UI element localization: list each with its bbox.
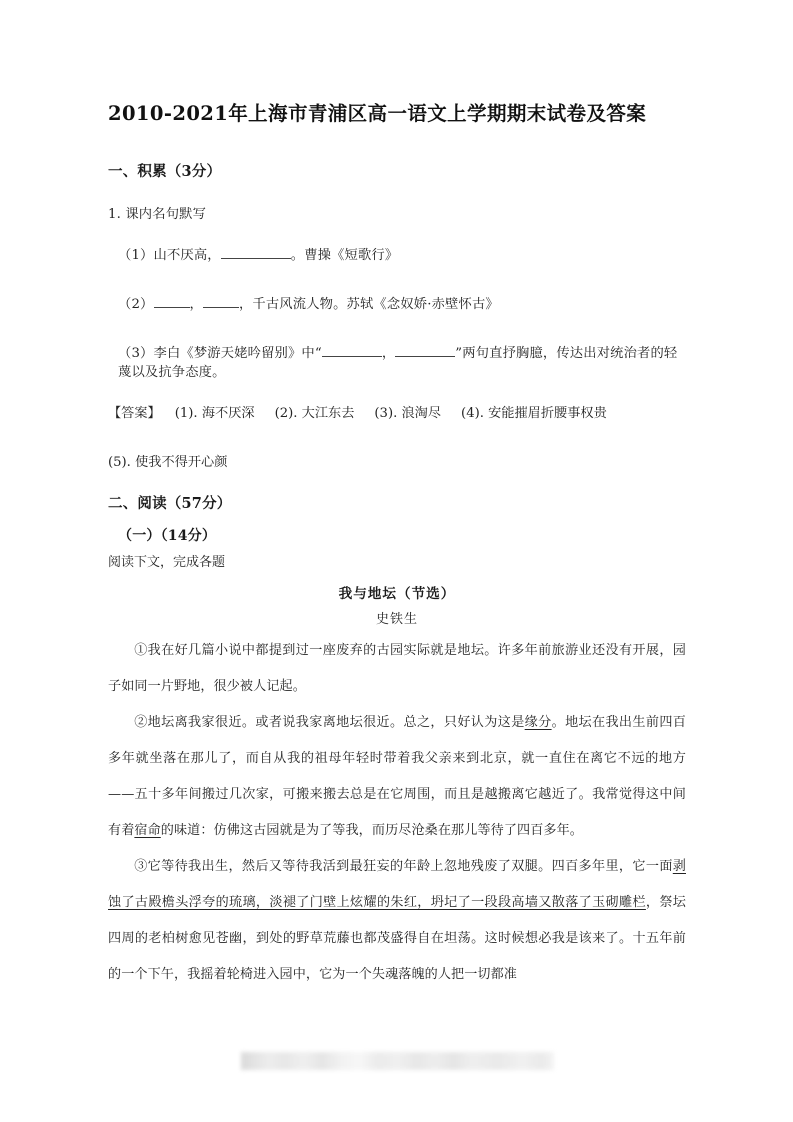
underlined-text: 缘分 [524,715,552,730]
underlined-text: 宿命 [134,823,161,838]
fill-blank[interactable] [154,294,190,308]
spacer [108,380,686,402]
spacer [108,513,686,525]
item-text-after: 。曹操《短歌行》 [290,248,399,263]
item-label: （3） [118,346,154,361]
fill-blank[interactable] [203,294,239,308]
question-1-item-2 [108,293,686,312]
answer-item: (2). 大江东去 [274,406,355,421]
paragraph-marker: ③ [134,859,148,874]
item-text-after: ，千古风流人物。苏轼《念奴娇·赤壁怀古》 [238,297,499,312]
spacer [108,421,686,451]
section-two-heading: 二、阅读（57分） [108,495,232,512]
item-text-middle: ， [381,346,396,361]
item-label: （1） [118,248,154,263]
answer-item: (5). 使我不得开心颜 [108,455,228,470]
question-1-item-1 [108,244,686,263]
spacer [108,570,686,582]
article-paragraph [108,633,686,705]
answer-row-primary [108,402,686,421]
paragraph-text: ，祭坛四周的老柏树愈见苍幽，到处的野草荒藤也都茂盛得自在坦荡。这时候想必我是该来了。十五年前的一个下午，我摇着轮椅进入园中，它为一个失魂落魄的人把一切都准 [108,895,686,982]
section-one-heading: 一、积累（3分） [108,163,222,180]
section-two-subheading: （一）（14分） [118,528,217,544]
blurred-watermark [241,1052,554,1070]
answer-item: (3). 浪淘尽 [374,406,442,421]
item-text-before: 山不厌高， [153,248,221,263]
article-title: 我与地坛（节选） [338,586,456,602]
paragraph-marker: ② [134,715,148,730]
paragraph-text: 地坛离我家很近。或者说我家离地坛很近。总之，只好认为这是 [147,715,525,730]
reading-instruction: 阅读下文，完成各题 [108,555,226,570]
question-1-item-3 [108,342,686,380]
spacer [108,470,686,492]
item-text-middle: ， [189,297,203,312]
fill-blank[interactable] [221,245,291,259]
spacer [108,263,686,293]
question-1-label: 1. 课内名句默写 [108,207,207,222]
spacer [108,312,686,342]
paragraph-text: 它等待我出生，然后又等待我活到最狂妄的年龄上忽地残废了双腿。四百多年里，它一面 [147,859,673,874]
fill-blank[interactable] [322,343,382,357]
answer-label: 【答案】 [108,406,161,421]
underlined-text: 剥蚀了古殿檐头浮夸的琉璃，淡褪了门壁上炫耀的朱红，坍圮了一段段高墙又散落了玉砌雕栏 [108,859,686,910]
fill-blank[interactable] [395,343,455,357]
spacer [108,181,686,203]
spacer [108,222,686,244]
item-text-before: 李白《梦游天姥吟留别》中“ [153,346,322,361]
answer-row-secondary [108,451,686,470]
paragraph-text: 的味道：仿佛这古园就是为了等我，而历尽沧桑在那儿等待了四百多年。 [160,823,583,838]
document-content [108,0,686,993]
answer-item: (1). 海不厌深 [174,406,255,421]
article-paragraph [108,849,686,993]
item-label: （2） [118,297,154,312]
paragraph-text: 。地坛在我出生前四百多年就坐落在那儿了，而自从我的祖母年轻时带着我父亲来到北京，就一直住在离它不远的地方——五十多年间搬过几次家，可搬来搬去总是在它周围，而且是越搬离它越近了。我常觉得这中间有着 [108,715,686,838]
article-author: 史铁生 [375,612,418,627]
paragraph-text: 我在好几篇小说中都提到过一座废弃的古园实际就是地坛。许多年前旅游业还没有开展，园子如同一片野地，很少被人记起。 [108,643,686,694]
article-paragraph [108,705,686,849]
item-text-after: ”两句直抒胸臆，传达出对统治者的轻蔑以及抗争态度。 [118,346,678,380]
paragraph-marker: ① [134,643,148,658]
page-title: 2010-2021年上海市青浦区高一语文上学期期末试卷及答案 [108,102,647,125]
spacer [108,126,686,160]
article-body [108,633,686,993]
answer-item: (4). 安能摧眉折腰事权贵 [461,406,607,421]
